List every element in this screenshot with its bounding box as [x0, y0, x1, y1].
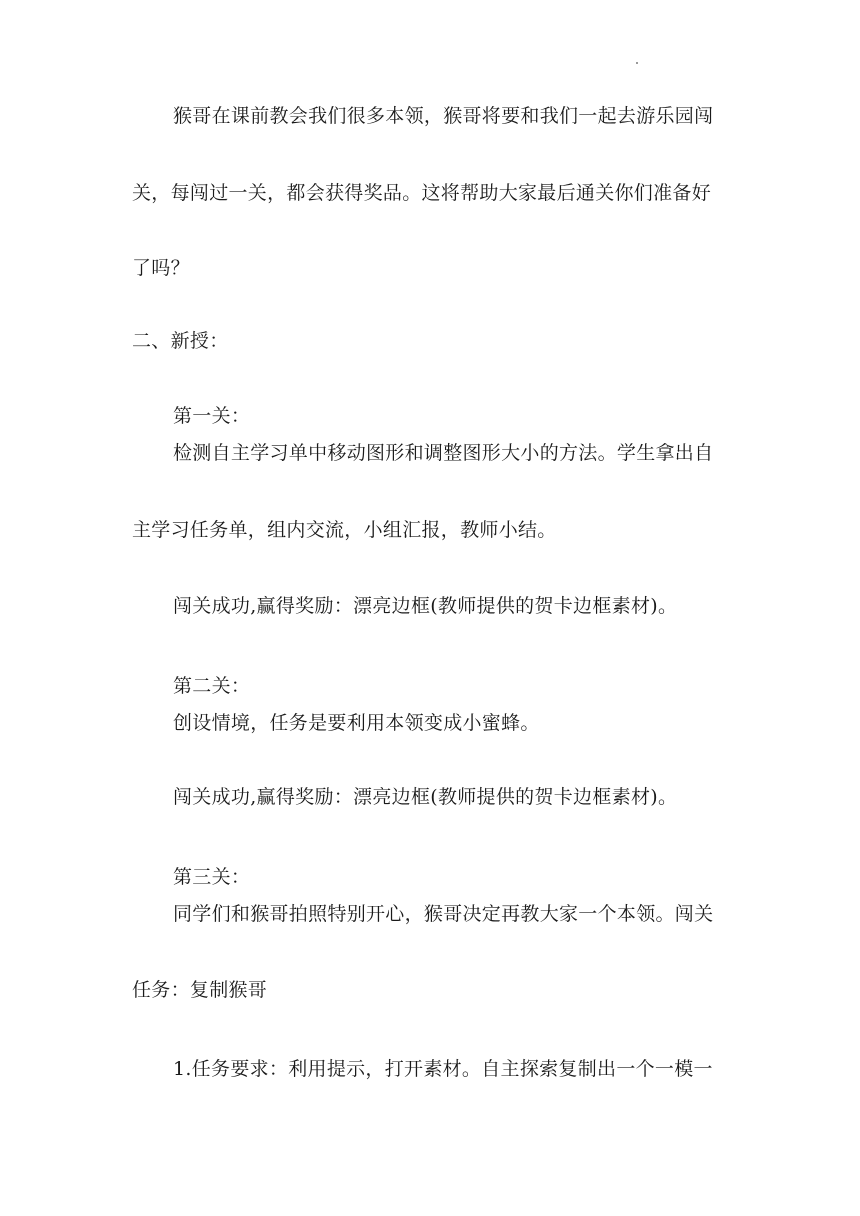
level-heading: 第三关：: [173, 866, 251, 888]
paragraph-line: 创设情境，任务是要利用本领变成小蜜蜂。: [173, 712, 540, 734]
reward-line: 闯关成功,赢得奖励：漂亮边框(教师提供的贺卡边框素材)。: [173, 786, 678, 808]
paragraph-line: 同学们和猴哥拍照特别开心，猴哥决定再教大家一个本领。闯关: [173, 903, 714, 925]
paragraph-line: 任务：复制猴哥: [132, 979, 268, 1001]
paragraph-line: 主学习任务单，组内交流，小组汇报，教师小结。: [132, 519, 557, 541]
reward-line: 闯关成功,赢得奖励：漂亮边框(教师提供的贺卡边框素材)。: [173, 595, 678, 617]
level-heading: 第一关：: [173, 405, 251, 427]
paragraph-line: 了吗？: [132, 257, 190, 279]
paragraph-line: 检测自主学习单中移动图形和调整图形大小的方法。学生拿出自: [173, 442, 714, 464]
level-heading: 第二关：: [173, 675, 251, 697]
page-mark: [636, 62, 638, 64]
paragraph-line: 关，每闯过一关，都会获得奖品。这将帮助大家最后通关你们准备好: [132, 182, 712, 204]
paragraph-line: 猴哥在课前教会我们很多本领，猴哥将要和我们一起去游乐园闯: [173, 105, 714, 127]
list-item: 1.任务要求：利用提示，打开素材。自主探索复制出一个一模一: [173, 1058, 713, 1080]
section-heading: 二、新授：: [132, 330, 229, 352]
